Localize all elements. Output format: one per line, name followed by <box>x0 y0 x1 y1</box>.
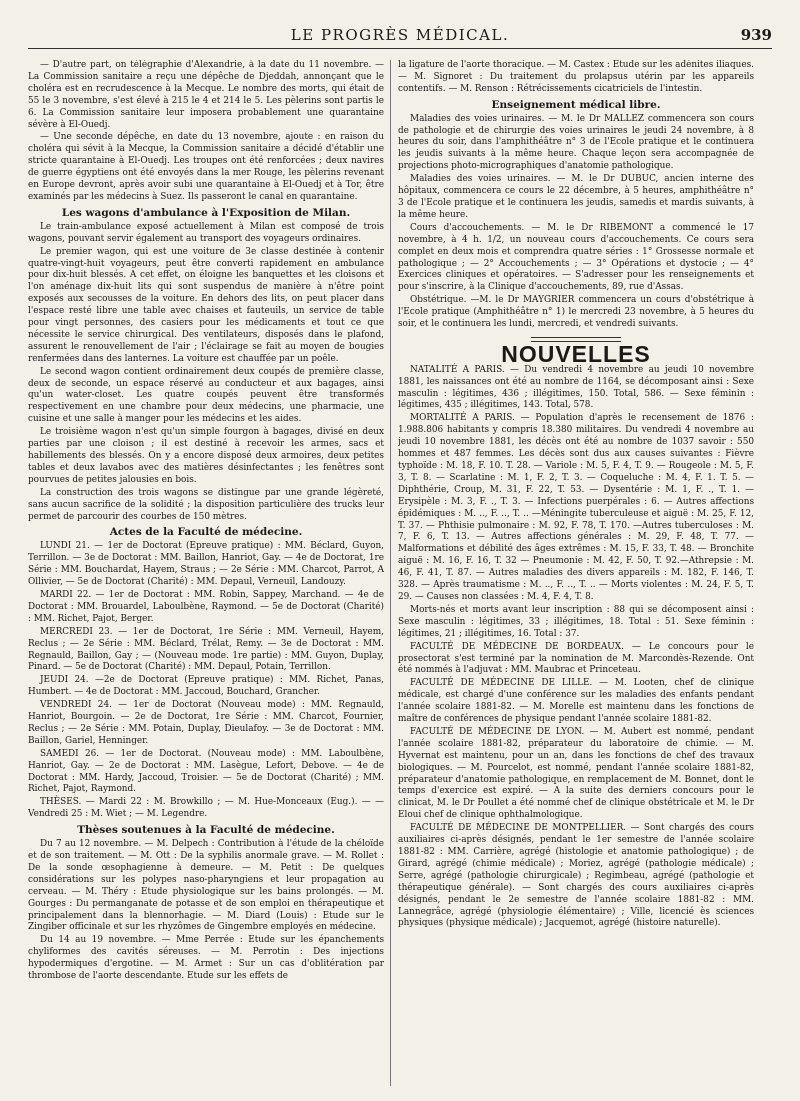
section-heading: Les wagons d'ambulance à l'Exposition de Milan. <box>61 206 351 219</box>
paragraph: JEUDI 24. —2e de Doctorat (Epreuve pratique) : MM. Richet, Panas, Humbert. — 4e de Doctorat : MM. Jaccoud, Bouchard, Grancher. <box>28 675 384 698</box>
paragraph: La construction des trois wagons se distingue par une grande légèreté, sans aucun sacrifice de la solidité ; la disposition particulière des trucks leur permet de parcourir des courbes de 150 mètres. <box>28 487 384 522</box>
paragraph: THÈSES. — Mardi 22 : M. Browkillo ; — M. Hue-Monceaux (Eug.). — — Vendredi 25 : M. Wiet ; — M. Legendre. <box>28 797 384 820</box>
paragraph: FACULTÉ DE MÉDECINE DE LYON. — M. Aubert est nommé, pendant l'année scolaire 1881-82, préparateur du laboratoire de chimie. — M. Hyvernat est maintenu, pour un an, dans les fonctions de chef des travaux biologiques. — M. Pourcelot, est nommé, pendant l'année scolaire 1881-82, préparateur d'anatomie pathologique, en remplacement de M. Bonnet, dont le temps d'exercice est expiré. — A la suite des derniers concours pour le clinicat, M. le Dr Poullet a été nommé chef de clinique obstétricale et M. le Dr Eloui chef de clinique ophthalmologique. <box>398 726 754 821</box>
paragraph: Maladies des voies urinaires. — M. le Dr DUBUC, ancien interne des hôpitaux, commencera ce cours le 22 décembre, à 5 heures, amphithéâtre n° 3 de l'Ecole pratique et le continuera les jeudis, samedis et mardis suivants, à la même heure. <box>398 174 754 220</box>
page-number: 939 <box>740 26 772 44</box>
news-heading: NOUVELLES <box>501 340 651 367</box>
paragraph: MARDI 22. — 1er de Doctorat : MM. Robin, Sappey, Marchand. — 4e de Doctorat : MM. Brouardel, Laboulbène, Raymond. — 5e de Doctorat (Charité) : MM. Richet, Pajot, Berger. <box>28 589 384 624</box>
section-heading: Enseignement médical libre. <box>491 98 661 111</box>
left-column <box>28 60 384 1086</box>
paragraph: LUNDI 21. — 1er de Doctorat (Epreuve pratique) : MM. Béclard, Guyon, Terrillon. — 3e de Doctorat : MM. Baillon, Hanriot, Gay. — 4e de Doctorat, 1re Série : MM. Bouchardat, Hayem, Straus ; — 2e Série : MM. Charcot, Parrot, A Ollivier, — 5e de Doctorat (Charité) : MM. Depaul, Verneuil, Landouzy. <box>28 541 384 588</box>
paragraph: Le troisième wagon n'est qu'un simple fourgon à bagages, divisé en deux parties par une cloison ; il est destiné à recevoir les armes, sacs et habillements des blessés. On y a encore disposé deux armoires, deux petites tables et deux lavabos avec des matières désinfectantes ; les fenêtres sont pourvues de petites jalousies en bois. <box>28 427 384 485</box>
paragraph: Le premier wagon, qui est une voiture de 3e classe destinée à contenir quatre-vingt-huit voyageurs, peut être converti rapidement en ambulance pour dix-huit blessés. A cet effet, on éloigne les banquettes et les cloisons et l'on aménage dix-huit lits qui sont suspendus de manière à n'être point exposés aux secousses de la voiture. En dehors des lits, on peut placer dans l'espace resté libre une table avec chaises et fauteuils, un service de table pour vingt personnes, des casiers pour les médicaments et tout ce que nécessite le service chirurgical. Des ventilateurs, disposés dans le plafond, assurent le renouvellement de l'air ; l'éclairage se fait au moyen de bougies renfermées dans des lanternes. La voiture est chauffée par un poêle. <box>28 246 384 364</box>
paragraph: — Une seconde dépêche, en date du 13 novembre, ajoute : en raison du choléra qui sévit à la Mecque, la Commission sanitaire a décidé d'établir une stricte quarantaine à El-Ouedj. Les troupes ont été renforcées ; deux navires de guerre égyptiens ont été envoyés dans la mer Rouge, les pèlerins revenant en Europe devront, après avoir subi une quarantaine à El-Ouedj et à Tor, être examinés par les médecins à Suez. Ils passeront le canal en quarantaine. <box>28 132 384 202</box>
paragraph: MORTALITÉ A PARIS. — Population d'après le recensement de 1876 : 1.988.806 habitants y compris 18.380 militaires. Du vendredi 4 novembre au jeudi 10 novembre 1881, les décès ont été au nombre de 1037 savoir : 550 hommes et 487 femmes. Les décès sont dus aux causes suivantes : Fièvre typhoïde : M. 18, F. 10. T. 28. — Variole : M. 5, F. 4, T. 9. — Rougeole : M. 5, F. 3, T. 8. — Scarlatine : M. 1, F. 2, T. 3. — Coqueluche : M. 4, F. 1. T. 5. —Diphthérie, Croup, M. 31, F. 22, T. 53. — Dysentérie : M. 1, F. ., T. 1. — Erysipèle : M. 3, F. ., T. 3. — Infections puerpérales : 6. — Autres affections épidémiques : M. .., F. .., T. .. —Méningite tuberculeuse et aiguë : M. 25, F. 12, T. 37. — Phthisie pulmonaire : M. 92, F. 78, T. 170. —Autres tuberculoses : M. 7, F. 6, T. 13. — Autres affections générales : M. 29, F. 48, T. 77. — Malformations et débilité des âges extrêmes : M. 15, F. 33, T. 48. — Bronchite aiguë : M. 16, F. 16, T. 32 — Pneumonie : M. 42, F. 50, T. 92.—Athrepsie : M. 46, F. 41, T. 87. — Autres maladies des divers appareils : M. 182, F. 146, T. 328. — Après traumatisme : M. .., F. .., T. .. — Morts violentes : M. 24, F. 5, T. 29. — Causes non classées : M. 4, F. 4, T. 8. <box>398 413 754 602</box>
paragraph: MERCREDI 23. — 1er de Doctorat, 1re Série : MM. Verneuil, Hayem, Reclus ; — 2e Série : MM. Béclard, Trélat, Remy. — 3e de Doctorat : MM. Regnauld, Baillon, Gay ; — (Nouveau mode. 1re partie) : MM. Guyon, Duplay, Pinard. — 5e de Doctorat (Charité) : MM. Depaul, Potain, Terrillon. <box>28 626 384 673</box>
section-heading: Thèses soutenues à la Faculté de médecine. <box>77 824 335 837</box>
text-columns <box>28 60 772 1086</box>
column-divider <box>390 60 391 1086</box>
paragraph: Morts-nés et morts avant leur inscription : 88 qui se décomposent ainsi : Sexe masculin : légitimes, 33 ; illégitimes, 18. Total : 51. Sexe féminin : légitimes, 21 ; illégitimes, 16. Total : 37. <box>398 604 754 639</box>
journal-title: LE PROGRÈS MÉDICAL. <box>290 26 510 44</box>
paragraph: Le train-ambulance exposé actuellement à Milan est composé de trois wagons, pouvant servir également au transport des voyageurs ordinaires. <box>28 221 384 244</box>
journal-page <box>28 26 772 1086</box>
paragraph: Maladies des voies urinaires. — M. le Dr MALLEZ commencera son cours de pathologie et de chirurgie des voies urinaires le jeudi 24 novembre, à 8 heures du soir, dans l'amphithéâtre n° 3 de l'Ecole pratique et le continuera les jeudis suivants à la même heure. Chaque leçon sera accompagnée de projections photo-micrographiques d'anatomie pathologique. <box>398 113 754 172</box>
right-column <box>398 60 754 1086</box>
paragraph: la ligature de l'aorte thoracique. — M. Castex : Etude sur les adénites iliaques. — M. Signoret : Du traitement du prolapsus utérin par les appareils contentifs. — M. Renson : Rétrécissements cicatriciels de l'intestin. <box>398 60 754 94</box>
paragraph: SAMEDI 26. — 1er de Doctorat. (Nouveau mode) : MM. Laboulbène, Hanriot, Gay. — 2e de Doctorat : MM. Lasègue, Lefort, Debove. — 4e de Doctorat : MM. Hardy, Jaccoud, Troisier. — 5e de Doctorat (Charité) ; MM. Richet, Pajot, Raymond. <box>28 748 384 795</box>
paragraph: NATALITÉ A PARIS. — Du vendredi 4 novembre au jeudi 10 novembre 1881, les naissances ont été au nombre de 1164, se décomposant ainsi : Sexe masculin : légitimes, 436 ; illégitimes, 150. Total, 586. — Sexe féminin : légitimes, 435 ; illégitimes, 143. Total, 578. <box>398 364 754 411</box>
page-header <box>28 26 772 49</box>
paragraph: — D'autre part, on télégraphie d'Alexandrie, à la date du 11 novembre. — La Commission sanitaire a reçu une dépêche de Djeddah, annonçant que le choléra est en recrudescence à la Mecque. Le nombre des morts, qui était de 55 le 3 novembre, s'est élevé à 215 le 4 et 214 le 5. Les pèlerins sont partis le 6. La Commission sanitaire leur imposera probablement une quarantaine sévère à El-Ouedj. <box>28 60 384 130</box>
paragraph: Le second wagon contient ordinairement deux coupés de première classe, deux de seconde, un espace réservé au conducteur et aux bagages, ainsi qu'un water-closet. Les quatre coupés peuvent être transformés respectivement en une chambre pour deux médecins, une pharmacie, une cuisine et une salle à manger pour les médecins et les aides. <box>28 366 384 425</box>
paragraph: Du 7 au 12 novembre. — M. Delpech : Contribution à l'étude de la chéloïde et de son traitement. — M. Ott : De la syphilis anormale grave. — M. Rollet : De la sonde œsophagienne à demeure. — M. Petit : De quelques considérations sur les polypes naso-pharyngiens et leur propagation au cerveau. — M. Théry : Etude physiologique sur les bains prolongés. — M. Gourges : Du permanganate de potasse et de son emploi en thérapeutique et principalement dans la blennorhagie. — M. Diard (Louis) : Etude sur le Zingiber officinale et sur les rhyzômes de Gingembre employés en médecine. <box>28 839 384 933</box>
paragraph: FACULTÉ DE MÉDECINE DE LILLE. — M. Looten, chef de clinique médicale, est chargé d'une conférence sur les maladies des enfants pendant l'année scolaire 1881-82. — M. Morelle est maintenu dans les fonctions de maître de conférences de physique pendant l'année scolaire 1881-82. <box>398 678 754 725</box>
paragraph: FACULTÉ DE MÉDECINE DE BORDEAUX. — Le concours pour le prosectorat s'est terminé par la nomination de M. Marcondès-Rezende. Ont été nommés à l'adjuvat : MM. Maubrac et Princeteau. <box>398 641 754 676</box>
paragraph: Cours d'accouchements. — M. le Dr RIBEMONT a commencé le 17 novembre, à 4 h. 1/2, un nouveau cours d'accouchements. Ce cours sera complet en deux mois et comprendra quatre séries : 1° Grossesse normale et pathologique ; — 2° Accouchements ; — 3° Opérations et dystocie ; — 4° Exercices cliniques et opératoires. — S'adresser pour les renseignements et pour s'inscrire, à la Clinique d'accouchements, 89, rue d'Assas. <box>398 222 754 293</box>
paragraph: Obstétrique. —M. le Dr MAYGRIER commencera un cours d'obstétrique à l'Ecole pratique (Amphithéâtre n° 1) le mercredi 23 novembre, à 5 heures du soir, et le continuera les lundi, mercredi, et vendredi suivants. <box>398 295 754 330</box>
paragraph: VENDREDI 24. — 1er de Doctorat (Nouveau mode) : MM. Regnauld, Hanriot, Bourgoin. — 2e de Doctorat, 1re Série : MM. Charcot, Fournier, Reclus ; — 2e Série : MM. Potain, Duplay, Dieulafoy. — 3e de Doctorat : MM. Baillon, Gariel, Henninger. <box>28 700 384 746</box>
paragraph: FACULTÉ DE MÉDECINE DE MONTPELLIER. — Sont chargés des cours auxiliaires ci-après désignés, pendant le 1er semestre de l'année scolaire 1881-82 : MM. Carrière, agrégé (histologie et anatomie pathologique) ; de Girard, agrégé (chimie médicale) ; Moriez, agrégé (pathologie médicale) ; Serre, agrégé (pathologie chirurgicale) ; Regimbeau, agrégé (pathologie et thérapeutique générale). — Sont chargés des cours auxiliaires ci-après désignés, pendant le 2e semestre de l'année scolaire 1881-82 : MM. Lannegrâce, agrégé (physiologie élémentaire) ; Ville, licencié ès sciences physiques (physique médicale) ; Jacquemot, agrégé (histoire naturelle). <box>398 823 754 929</box>
section-heading: Actes de la Faculté de médecine. <box>109 526 303 539</box>
paragraph: Du 14 au 19 novembre. — Mme Perrée : Etude sur les épanchements chyliformes des cavités séreuses. — M. Perrotin : Des injections hypodermiques d'ergotine. — M. Armet : Sur un cas d'oblitération par thrombose de l'aorte descendante. Etude sur les effets de <box>28 935 384 982</box>
